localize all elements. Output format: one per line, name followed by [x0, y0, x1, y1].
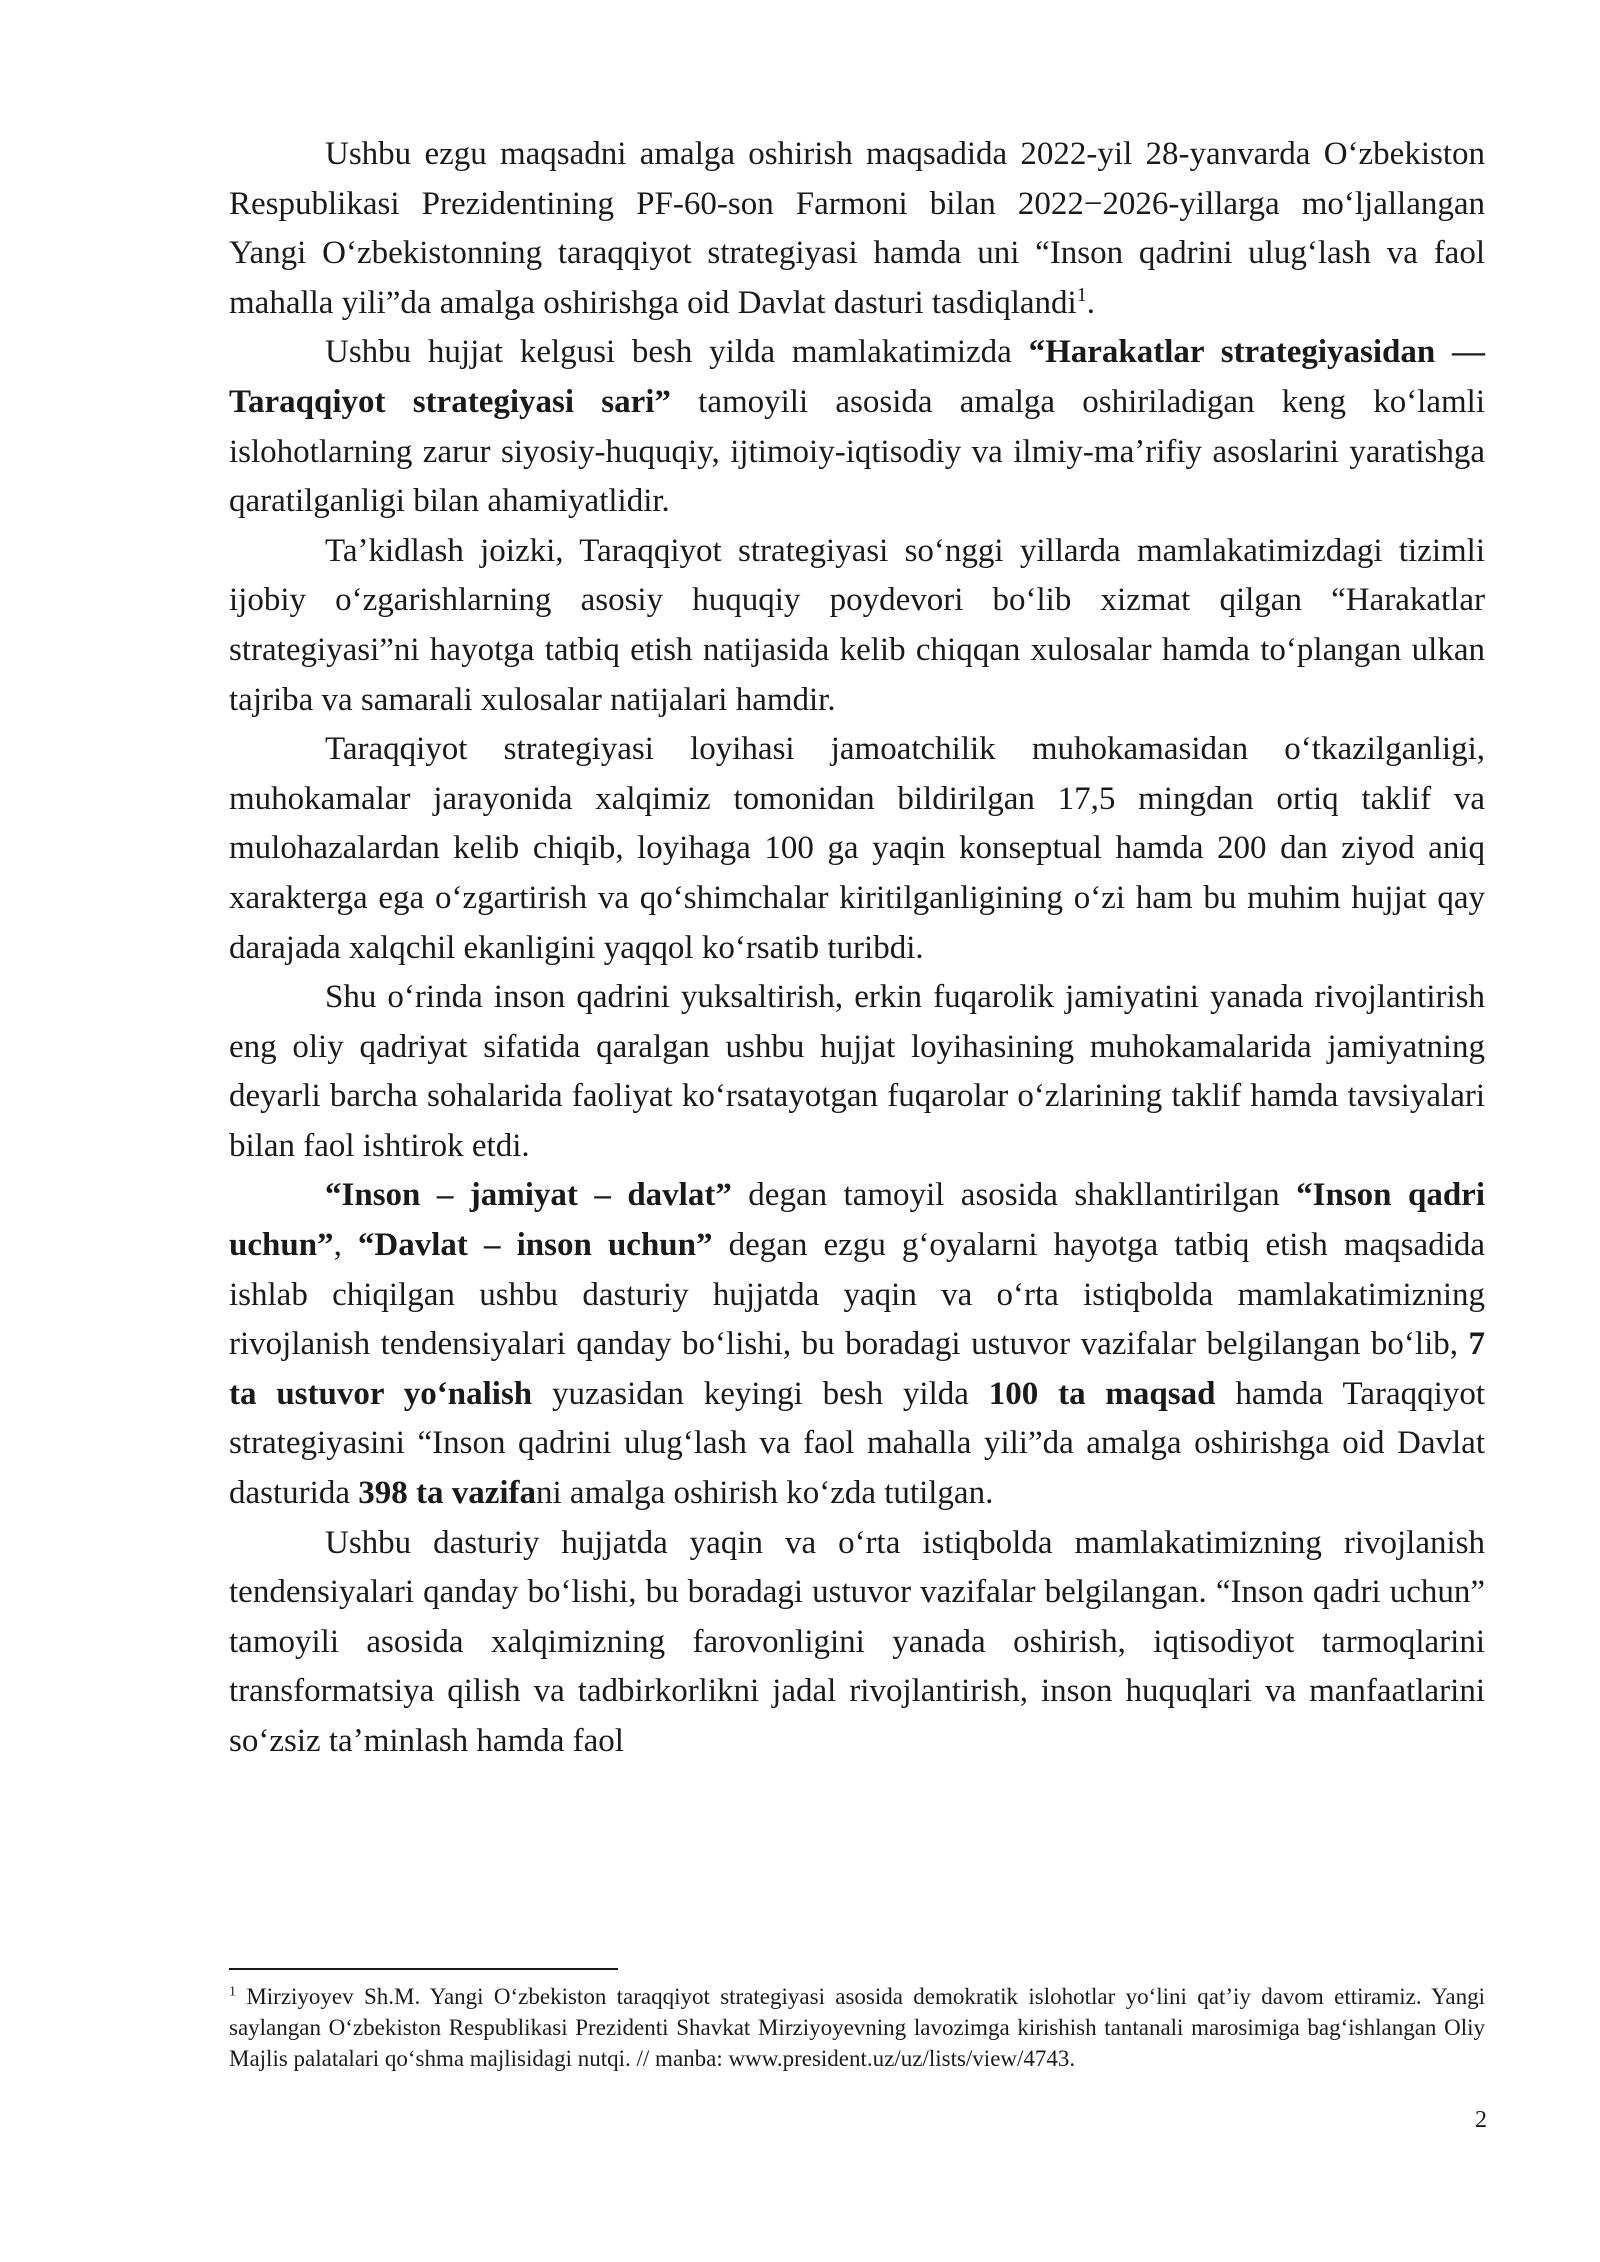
paragraph-text: ni amalga oshirish koʻzda tutilgan.	[536, 1475, 994, 1512]
paragraph-4	[229, 725, 1485, 973]
footnote	[229, 1981, 1485, 2074]
paragraph-text: hamda Taraqqiyot strategiyasini “Inson qadrini ulugʻlash va faol mahalla yili”da amalga oshirishga oid Davlat dasturida	[229, 1375, 1486, 1512]
footnote-text: Mirziyoyev Sh.M. Yangi Oʻzbekiston taraqqiyot strategiyasi asosida demokratik islohotlar yoʻlini qatʼiy davom ettiramiz. Yangi saylangan Oʻzbekiston Respublikasi Prezidenti Shavkat Mirziyoyevning lavozimga kirishish tantanali marosimiga bagʻishlangan Oliy Majlis palatalari qoʻshma majlisidagi nutqi. // manba: www.president.uz/uz/lists/view/4743.	[229, 1984, 1485, 2071]
bold-phrase: 7 ta ustuvor yoʻnalish	[229, 1326, 1485, 1412]
paragraph-text: degan ezgu gʻoyalarni hayotga tatbiq etish maqsadida ishlab chiqilgan ushbu dasturiy hujjatda yaqin va oʻrta istiqbolda mamlakatimizning rivojlanish tendensiyalari qanday boʻlishi, bu boradagi ustuvor vazifalar belgilangan boʻlib,	[229, 1227, 1486, 1363]
paragraph-text: .	[1086, 284, 1095, 321]
bold-phrase: 398 ta vazifa	[358, 1475, 537, 1512]
footnote-number: 1	[229, 1984, 236, 2000]
paragraph-text: ,	[333, 1227, 358, 1264]
paragraph-text: tamoyili asosida amalga oshiriladigan keng koʻlamli islohotlarning zarur siyosiy-huquqiy, ijtimoiy-iqtisodiy va ilmiy-maʼrifiy asoslarini yaratishga qaratilganligi bilan ahamiyatlidir.	[229, 383, 1485, 520]
page-number: 2	[1475, 2107, 1487, 2133]
paragraph-text: yuzasidan keyingi besh yilda	[532, 1375, 989, 1412]
paragraph-5	[229, 973, 1485, 1171]
bold-phrase: “Davlat – inson uchun”	[357, 1227, 713, 1264]
paragraph-1	[229, 130, 1485, 328]
paragraph-2	[229, 328, 1485, 526]
bold-phrase: 100 ta maqsad	[988, 1375, 1216, 1412]
bold-phrase: “Inson qadri uchun”	[229, 1177, 1486, 1264]
paragraph-6	[229, 1171, 1485, 1518]
paragraph-text: Ushbu ezgu maqsadni amalga oshirish maqsadida 2022-yil 28-yanvarda Oʻzbekiston Respublikasi Prezidentining PF-60-son Farmoni bilan 2022−2026-yillarga moʻljallangan Yangi Oʻzbekistonning taraqqiyot strategiyasi hamda uni “Inson qadrini ulugʻlash va faol mahalla yili”da amalga oshirishga oid Davlat dasturi tasdiqlandi	[229, 136, 1485, 321]
paragraph-text: Ushbu dasturiy hujjatda yaqin va oʻrta istiqbolda mamlakatimizning rivojlanish tendensiyalari qanday boʻlishi, bu boradagi ustuvor vazifalar belgilangan. “Inson qadri uchun” tamoyili asosida xalqimizning farovonligini yanada oshirish, iqtisodiyot tarmoqlarini transformatsiya qilish va tadbirkorlikni jadal rivojlantirish, inson huquqlari va manfaatlarini soʻzsiz taʼminlash hamda faol	[229, 1524, 1485, 1759]
paragraph-7	[229, 1519, 1485, 1767]
paragraph-text: Taʼkidlash joizki, Taraqqiyot strategiyasi soʻnggi yillarda mamlakatimizdagi tizimli ijobiy oʻzgarishlarning asosiy huquqiy poydevori boʻlib xizmat qilgan “Harakatlar strategiyasi”ni hayotga tatbiq etish natijasida kelib chiqqan xulosalar hamda toʻplangan ulkan tajriba va samarali xulosalar natijalari hamdir.	[229, 532, 1485, 718]
document-body	[229, 130, 1485, 1767]
paragraph-text: Taraqqiyot strategiyasi loyihasi jamoatchilik muhokamasidan oʻtkazilganligi, muhokamalar jarayonida xalqimiz tomonidan bildirilgan 17,5 mingdan ortiq taklif va mulohazalardan kelib chiqib, loyihaga 100 ga yaqin konseptual hamda 200 dan ziyod aniq xarakterga ega oʻzgartirish va qoʻshimchalar kiritilganligining oʻzi ham bu muhim hujjat qay darajada xalqchil ekanligini yaqqol koʻrsatib turibdi.	[229, 731, 1485, 966]
bold-phrase: “Inson – jamiyat – davlat”	[325, 1177, 732, 1214]
bold-phrase: “Harakatlar strategiyasidan — Taraqqiyot strategiyasi sari”	[229, 334, 1485, 420]
paragraph-text: Shu oʻrinda inson qadrini yuksaltirish, erkin fuqarolik jamiyatini yanada rivojlantirish eng oliy qadriyat sifatida qaralgan ushbu hujjat loyihasining muhokamalarida jamiyatning deyarli barcha sohalarida faoliyat koʻrsatayotgan fuqarolar oʻzlarining taklif hamda tavsiyalari bilan faol ishtirok etdi.	[229, 979, 1485, 1164]
paragraph-text: degan tamoyil asosida shakllantirilgan	[731, 1177, 1297, 1214]
paragraph-text: Ushbu hujjat kelgusi besh yilda mamlakatimizda	[325, 334, 1029, 371]
paragraph-3	[229, 527, 1485, 725]
footnote-separator	[229, 1968, 618, 1970]
footnote-reference[interactable]: 1	[1076, 283, 1087, 306]
